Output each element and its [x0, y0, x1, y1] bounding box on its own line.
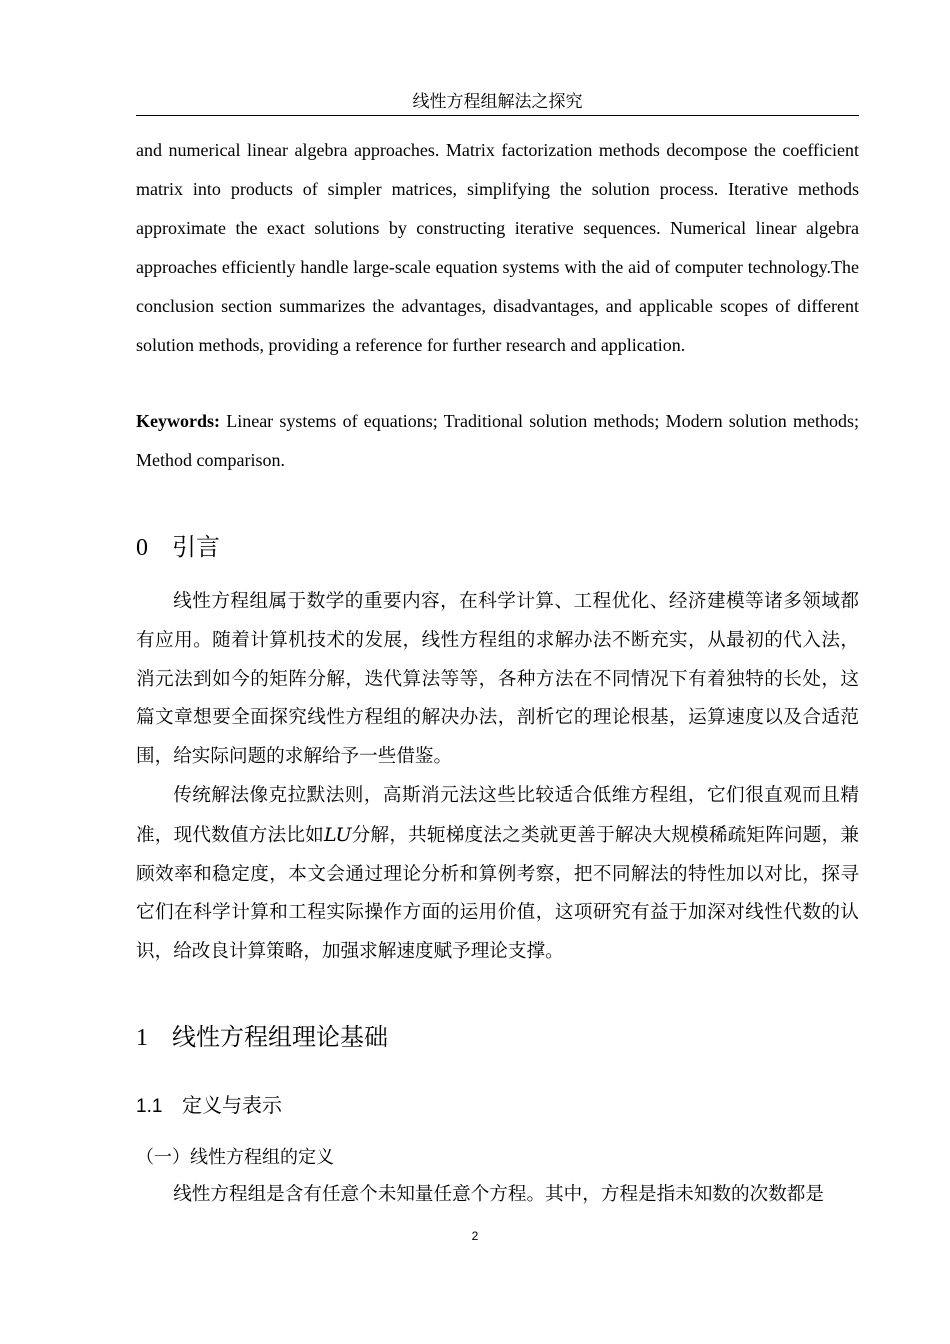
keywords-label: Keywords:	[136, 411, 220, 431]
running-header-title: 线性方程组解法之探究	[412, 92, 583, 112]
intro-paragraph-1: 线性方程组属于数学的重要内容，在科学计算、工程优化、经济建模等诸多领域都有应用。随着计算机技术的发展，线性方程组的求解办法不断充实，从最初的代入法，消元法到如今的矩阵分解，迭代算法等等，各种方法在不同情况下有着独特的长处，这篇文章想要全面探究线性方程组的解决办法，剖析它的理论根基，运算速度以及合适范围，给实际问题的求解给予一些借鉴。	[136, 591, 859, 768]
item-heading-definition: （一）线性方程组的定义	[136, 1147, 334, 1168]
lu-math-symbol: LU	[323, 823, 352, 846]
section-number: 1	[136, 1025, 148, 1051]
intro-paragraph-2-text-b: 分解，共轭梯度法之类就更善于解决大规模稀疏矩阵问题，兼顾效率和稳定度，本文会通过理论分析和算例考察，把不同解法的特性加以对比，探寻它们在科学计算和工程实际操作方面的运用价值，这项研究有益于加深对线性代数的认识，给改良计算策略，加强求解速度赋予理论支撑。	[136, 824, 859, 963]
page-number: 2	[471, 1229, 479, 1243]
intro-paragraph-2-text-a: 传统解法像克拉默法则，高斯消元法这些比较适合低维方程组，它们很直观而且精准，现代数值方法比如	[136, 785, 859, 846]
subsection-title: 定义与表示	[182, 1093, 282, 1117]
abstract-body: and numerical linear algebra approaches. Matrix factorization methods decompose the coefficient matrix into products of simpler matrices, simplifying the solution process. Iterative methods approximate the exact solutions by constructing iterative sequences. Numerical linear algebra approaches efficiently handle large-scale equation systems with the aid of computer technology.The conclusion section summarizes the advantages, disadvantages, and applicable scopes of different solution methods, providing a reference for further research and application.	[136, 140, 859, 355]
keywords-text: Linear systems of equations; Traditional solution methods; Modern solution methods; Method comparison.	[136, 411, 859, 470]
keywords-paragraph	[136, 402, 859, 480]
section-heading-theory	[136, 1022, 388, 1053]
subsection-number: 1.1	[136, 1096, 163, 1117]
header-divider	[136, 115, 859, 116]
section-title: 引言	[172, 533, 220, 561]
definition-paragraph: 线性方程组是含有任意个未知量任意个方程。其中，方程是指未知数的次数都是	[173, 1184, 824, 1205]
section-number: 0	[136, 535, 148, 561]
section-heading-introduction	[136, 532, 220, 563]
section-title: 线性方程组理论基础	[172, 1023, 388, 1051]
subsection-heading-definition	[136, 1091, 282, 1121]
intro-paragraph-2	[136, 777, 859, 972]
